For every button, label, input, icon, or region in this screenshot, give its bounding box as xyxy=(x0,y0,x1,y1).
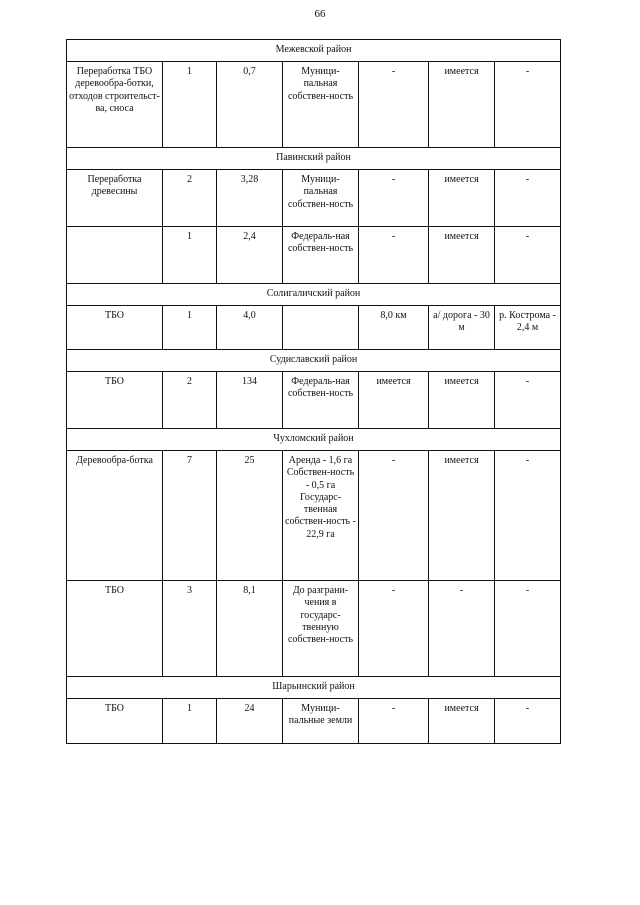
cell-distance: - xyxy=(359,227,429,284)
district-header-row xyxy=(67,429,561,451)
cell-area: 8,1 xyxy=(217,581,283,677)
cell-road-access: имеется xyxy=(429,62,495,148)
cell-area: 134 xyxy=(217,372,283,429)
cell-ownership xyxy=(283,306,359,350)
cell-waste-type: ТБО xyxy=(67,372,163,429)
cell-waste-type: Деревообра-ботка xyxy=(67,451,163,581)
table-row xyxy=(67,699,561,744)
cell-ownership: Муници-пальная собствен-ность xyxy=(283,170,359,227)
district-header-row xyxy=(67,148,561,170)
cell-plot-count: 3 xyxy=(163,581,217,677)
cell-distance: - xyxy=(359,170,429,227)
page-number: 66 xyxy=(314,8,326,20)
cell-distance: - xyxy=(359,62,429,148)
cell-water-distance: - xyxy=(495,581,561,677)
district-name: Межевской район xyxy=(67,40,561,62)
cell-ownership: Муници-пальная собствен-ность xyxy=(283,62,359,148)
cell-distance: имеется xyxy=(359,372,429,429)
district-header-row xyxy=(67,284,561,306)
cell-road-access: имеется xyxy=(429,227,495,284)
cell-area: 3,28 xyxy=(217,170,283,227)
cell-water-distance: - xyxy=(495,170,561,227)
cell-plot-count: 1 xyxy=(163,306,217,350)
cell-road-access: имеется xyxy=(429,170,495,227)
cell-waste-type: Переработка ТБО деревообра-ботки, отходов строительст-ва, сноса xyxy=(67,62,163,148)
cell-water-distance: - xyxy=(495,227,561,284)
district-name: Судиславский район xyxy=(67,350,561,372)
cell-ownership: Федераль-ная собствен-ность xyxy=(283,372,359,429)
cell-water-distance: - xyxy=(495,451,561,581)
table-row xyxy=(67,227,561,284)
cell-ownership: До разграни-чения в государс-твенную собствен-ность xyxy=(283,581,359,677)
cell-plot-count: 2 xyxy=(163,372,217,429)
cell-ownership: Муници-пальные земли xyxy=(283,699,359,744)
cell-distance: - xyxy=(359,581,429,677)
cell-road-access: имеется xyxy=(429,372,495,429)
land-plots-table xyxy=(66,39,561,744)
cell-water-distance: - xyxy=(495,372,561,429)
cell-plot-count: 1 xyxy=(163,699,217,744)
cell-distance: - xyxy=(359,699,429,744)
cell-waste-type: Переработка древесины xyxy=(67,170,163,227)
district-name: Шарьинский район xyxy=(67,677,561,699)
cell-waste-type xyxy=(67,227,163,284)
table-body xyxy=(67,40,561,744)
cell-plot-count: 1 xyxy=(163,227,217,284)
district-name: Чухломский район xyxy=(67,429,561,451)
cell-road-access: имеется xyxy=(429,699,495,744)
cell-waste-type: ТБО xyxy=(67,306,163,350)
cell-area: 0,7 xyxy=(217,62,283,148)
cell-plot-count: 7 xyxy=(163,451,217,581)
table-row xyxy=(67,306,561,350)
district-name: Павинский район xyxy=(67,148,561,170)
district-header-row xyxy=(67,40,561,62)
district-header-row xyxy=(67,350,561,372)
cell-water-distance: - xyxy=(495,62,561,148)
cell-road-access: имеется xyxy=(429,451,495,581)
cell-road-access: - xyxy=(429,581,495,677)
table-row xyxy=(67,581,561,677)
cell-distance: 8,0 км xyxy=(359,306,429,350)
table-row xyxy=(67,170,561,227)
table-row xyxy=(67,372,561,429)
district-name: Солигаличский район xyxy=(67,284,561,306)
cell-water-distance: р. Кострома - 2,4 м xyxy=(495,306,561,350)
table-row xyxy=(67,451,561,581)
cell-area: 25 xyxy=(217,451,283,581)
cell-plot-count: 1 xyxy=(163,62,217,148)
cell-area: 24 xyxy=(217,699,283,744)
cell-ownership: Аренда - 1,6 га Собствен-ность - 0,5 га Государс-твенная собствен-ность - 22,9 га xyxy=(283,451,359,581)
cell-distance: - xyxy=(359,451,429,581)
district-header-row xyxy=(67,677,561,699)
cell-water-distance: - xyxy=(495,699,561,744)
table-row xyxy=(67,62,561,148)
cell-plot-count: 2 xyxy=(163,170,217,227)
cell-ownership: Федераль-ная собствен-ность xyxy=(283,227,359,284)
cell-area: 4,0 xyxy=(217,306,283,350)
cell-waste-type: ТБО xyxy=(67,581,163,677)
cell-road-access: а/ дорога - 30 м xyxy=(429,306,495,350)
cell-waste-type: ТБО xyxy=(67,699,163,744)
cell-area: 2,4 xyxy=(217,227,283,284)
